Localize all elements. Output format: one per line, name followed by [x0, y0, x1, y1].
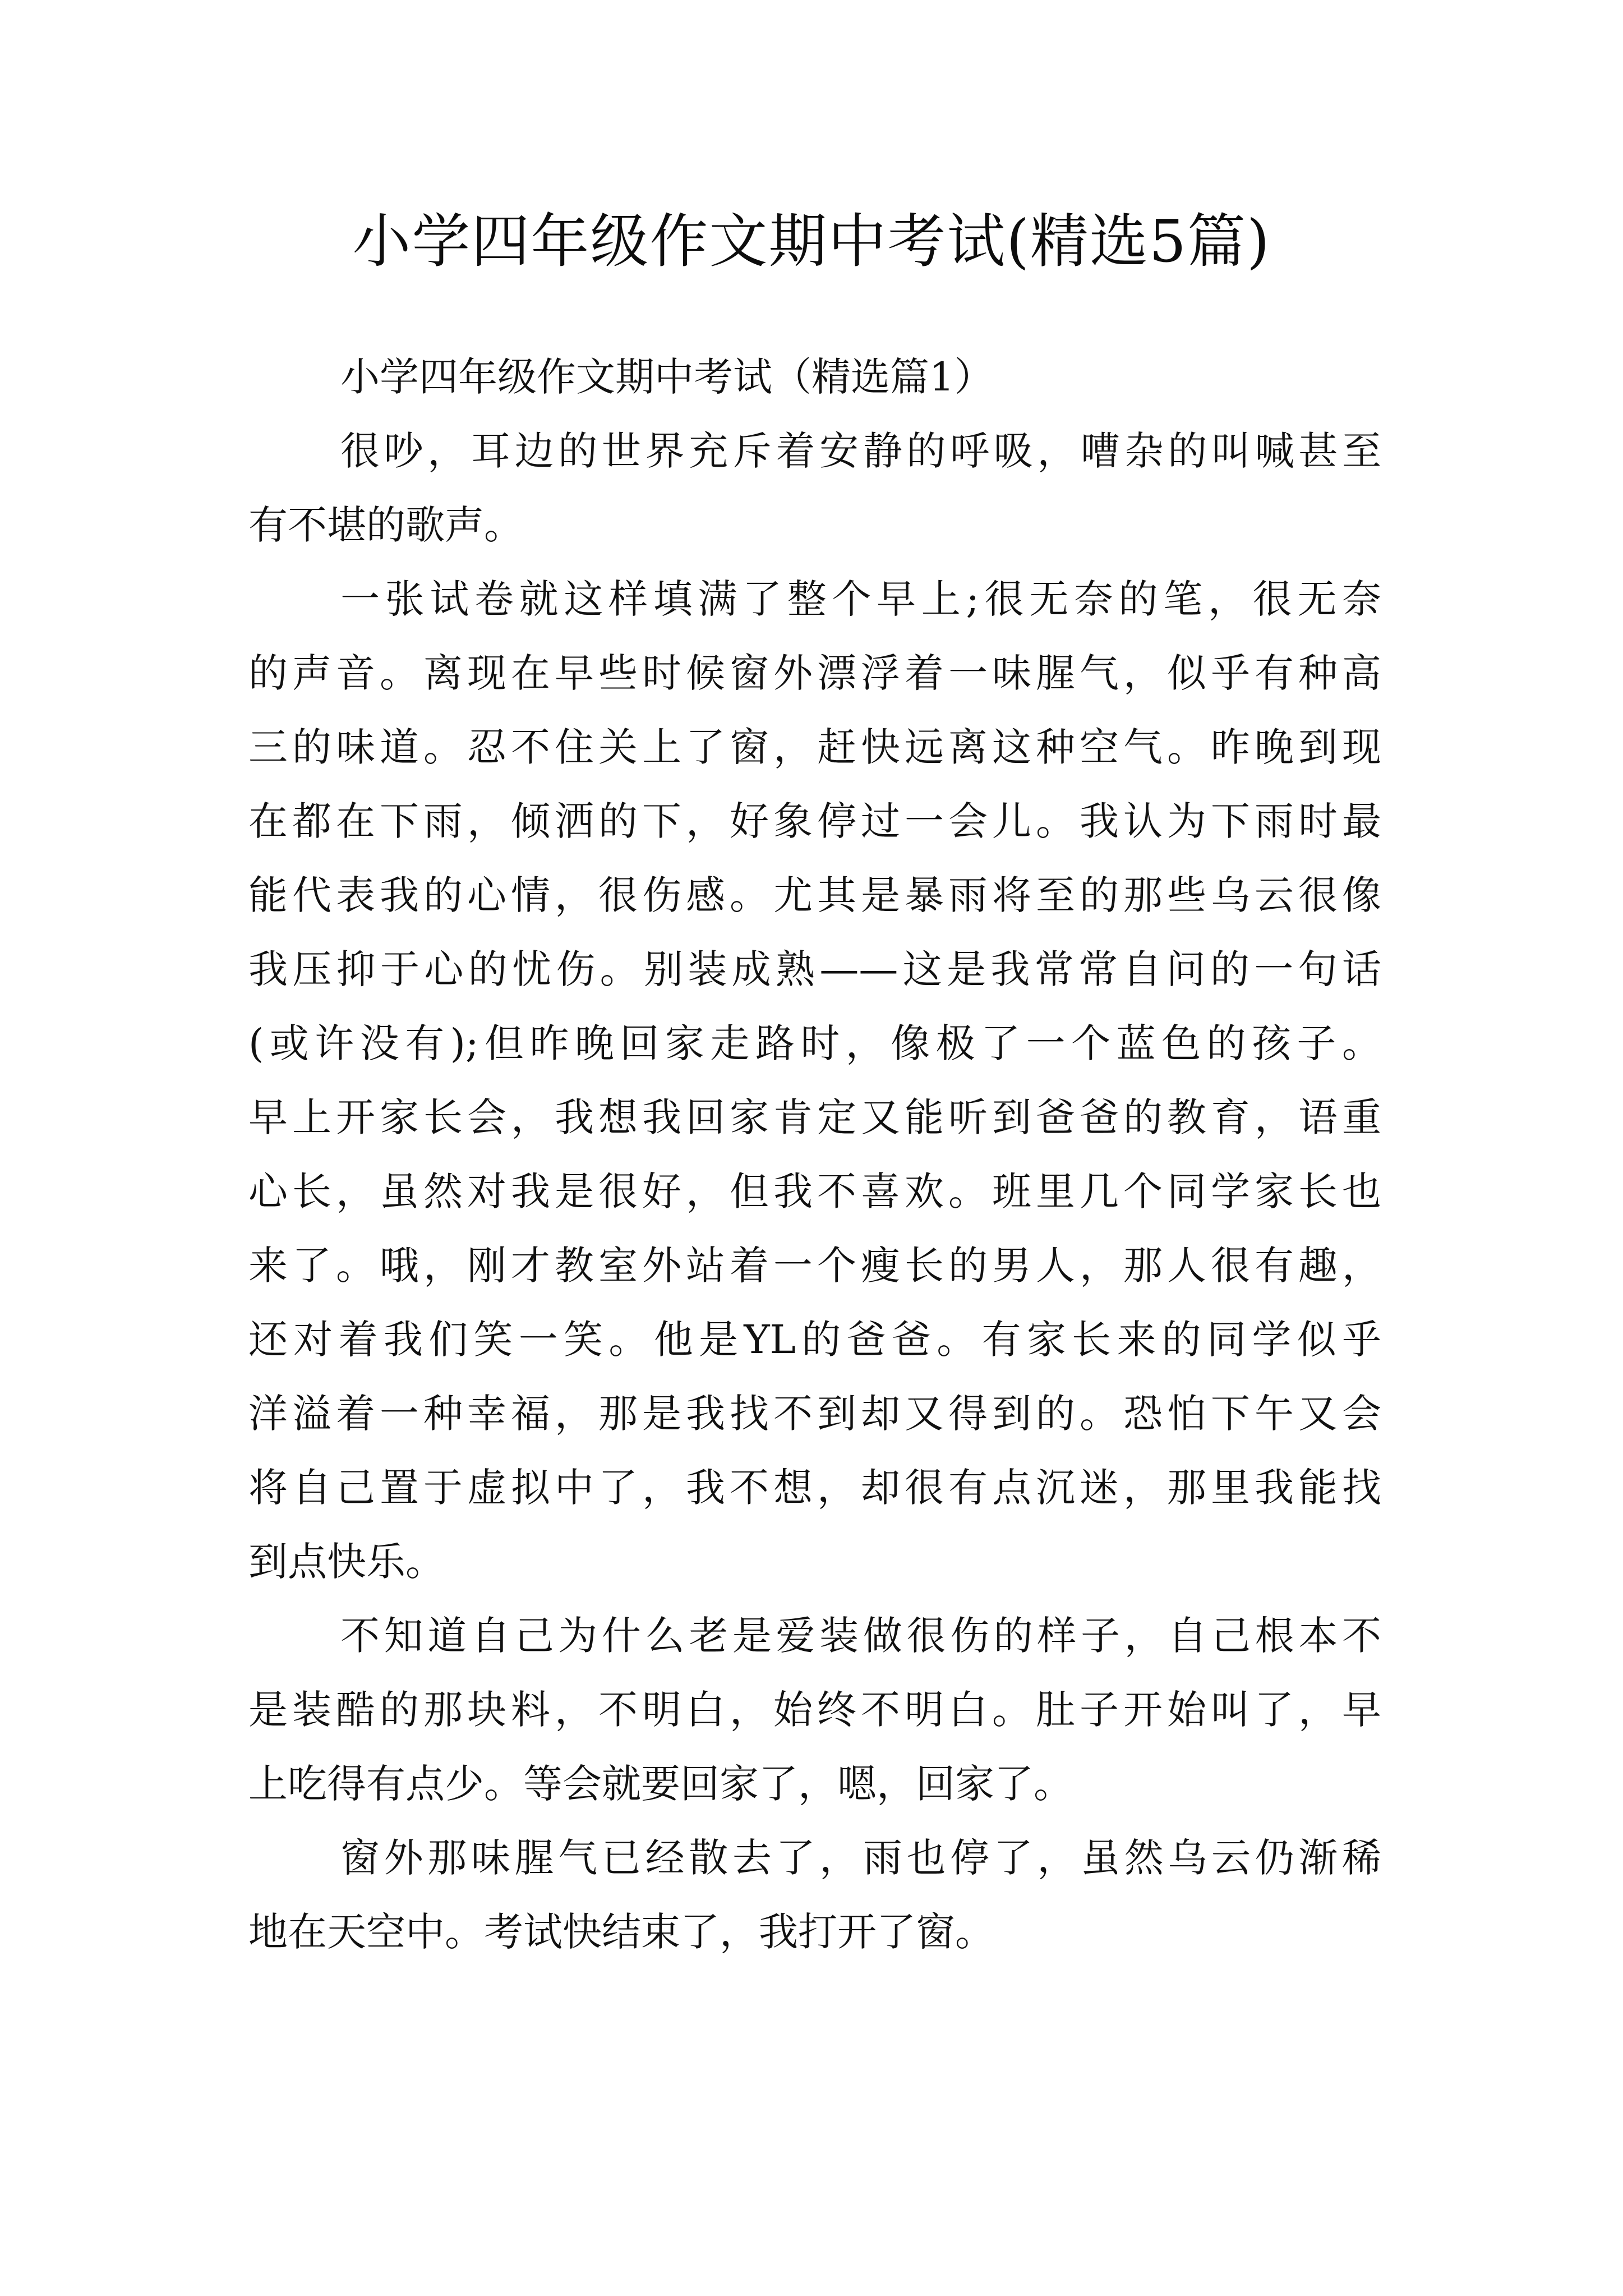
- text-line: 能代表我的心情，很伤感。尤其是暴雨将至的那些乌云很像: [248, 872, 1381, 918]
- paragraph: [248, 1821, 1381, 1969]
- text-line: 一张试卷就这样填满了整个早上;很无奈的笔，很无奈: [340, 576, 1381, 622]
- text-line: 不知道自己为什么老是爱装做很伤的样子，自己根本不: [340, 1613, 1381, 1659]
- document-body: [248, 340, 1381, 1969]
- text-line: 将自己置于虚拟中了，我不想，却很有点沉迷，那里我能找: [248, 1465, 1381, 1511]
- text-line: 窗外那味腥气已经散去了，雨也停了，虽然乌云仍渐稀: [340, 1835, 1381, 1881]
- text-line: 心长，虽然对我是很好，但我不喜欢。班里几个同学家长也: [248, 1168, 1381, 1214]
- text-line: 有不堪的歌声。: [248, 502, 523, 548]
- text-line: 早上开家长会，我想我回家肯定又能听到爸爸的教育，语重: [248, 1094, 1381, 1140]
- text-line: 上吃得有点少。等会就要回家了，嗯，回家了。: [248, 1761, 1073, 1807]
- text-line: 到点快乐。: [248, 1539, 445, 1585]
- text-line: 的声音。离现在早些时候窗外漂浮着一味腥气，似乎有种高: [248, 650, 1381, 696]
- text-line: 很吵，耳边的世界充斥着安静的呼吸，嘈杂的叫喊甚至: [340, 428, 1381, 474]
- document-title: 小学四年级作文期中考试(精选5篇): [352, 207, 1271, 275]
- text-line: 还对着我们笑一笑。他是YL的爸爸。有家长来的同学似乎: [248, 1317, 1381, 1363]
- text-line: (或许没有);但昨晚回家走路时，像极了一个蓝色的孩子。: [248, 1020, 1381, 1066]
- section-heading: [248, 340, 1381, 414]
- paragraph: [248, 414, 1381, 562]
- paragraph: [248, 1599, 1381, 1821]
- text-line: 是装酷的那块料，不明白，始终不明白。肚子开始叫了，早: [248, 1687, 1381, 1733]
- text-line: 地在天空中。考试快结束了，我打开了窗。: [248, 1909, 994, 1955]
- paragraph: [248, 562, 1381, 1599]
- text-line: 三的味道。忍不住关上了窗，赶快远离这种空气。昨晚到现: [248, 724, 1381, 770]
- text-line: 我压抑于心的忧伤。别装成熟——这是我常常自问的一句话: [248, 946, 1381, 992]
- text-line: 洋溢着一种幸福，那是我找不到却又得到的。恐怕下午又会: [248, 1391, 1381, 1437]
- text-line: 小学四年级作文期中考试（精选篇1）: [340, 354, 994, 400]
- text-line: 在都在下雨，倾洒的下，好象停过一会儿。我认为下雨时最: [248, 798, 1381, 844]
- text-line: 来了。哦，刚才教室外站着一个瘦长的男人，那人很有趣，: [248, 1243, 1381, 1289]
